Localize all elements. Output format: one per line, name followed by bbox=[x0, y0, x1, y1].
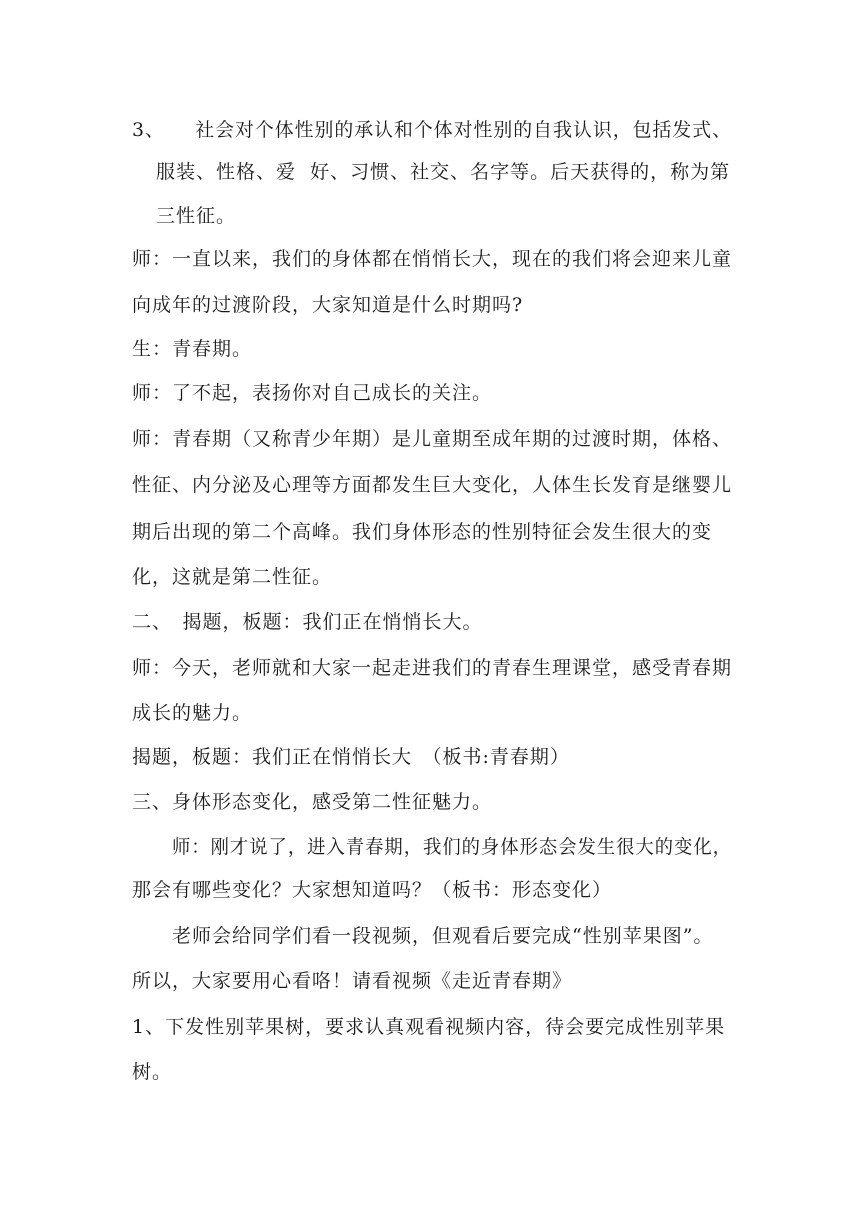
text-line: 化，这就是第二性征。 bbox=[132, 566, 333, 588]
text-line: 那会有哪些变化？大家想知道吗？（板书：形态变化） bbox=[132, 879, 613, 901]
text-line: 成长的魅力。 bbox=[132, 702, 253, 724]
text-line: 揭题，板题：我们正在悄悄长大 （板书:青春期） bbox=[132, 746, 570, 768]
text-line: 树。 bbox=[132, 1061, 173, 1083]
text-line: 二、 揭题，板题：我们正在悄悄长大。 bbox=[132, 611, 483, 633]
text-line: 三性征。 bbox=[156, 205, 237, 227]
text-line: 师：今天，老师就和大家一起走进我们的青春生理课堂，感受青春期 bbox=[132, 657, 732, 679]
text-line: 师：一直以来，我们的身体都在悄悄长大，现在的我们将会迎来儿童 bbox=[132, 248, 732, 270]
text-line: 服装、性格、爱 好、习惯、社交、名字等。后天获得的，称为第 bbox=[156, 161, 731, 183]
text-line: 期后出现的第二个高峰。我们身体形态的性别特征会发生很大的变 bbox=[132, 521, 713, 543]
text-line: 所以，大家要用心看咯！请看视频《走近青春期》 bbox=[132, 970, 573, 992]
text-line: 性征、内分泌及心理等方面都发生巨大变化，人体生长发育是继婴儿 bbox=[132, 474, 732, 496]
text-line: 向成年的过渡阶段，大家知道是什么时期吗? bbox=[132, 294, 524, 316]
text-line: 3、 社会对个体性别的承认和个体对性别的自我认识，包括发式、 bbox=[132, 119, 732, 141]
text-line: 师：青春期（又称青少年期）是儿童期至成年期的过渡时期，体格、 bbox=[132, 428, 732, 450]
text-line: 1、下发性别苹果树，要求认真观看视频内容，待会要完成性别苹果 bbox=[132, 1016, 726, 1038]
text-line: 生：青春期。 bbox=[132, 338, 253, 360]
text-line: 师：了不起，表扬你对自己成长的关注。 bbox=[132, 382, 493, 404]
text-line: 师：刚才说了，进入青春期，我们的身体形态会发生很大的变化， bbox=[172, 836, 732, 858]
text-line: 老师会给同学们看一段视频，但观看后要完成“性别苹果图”。 bbox=[172, 925, 714, 947]
text-line: 三、身体形态变化，感受第二性征魅力。 bbox=[132, 791, 493, 813]
